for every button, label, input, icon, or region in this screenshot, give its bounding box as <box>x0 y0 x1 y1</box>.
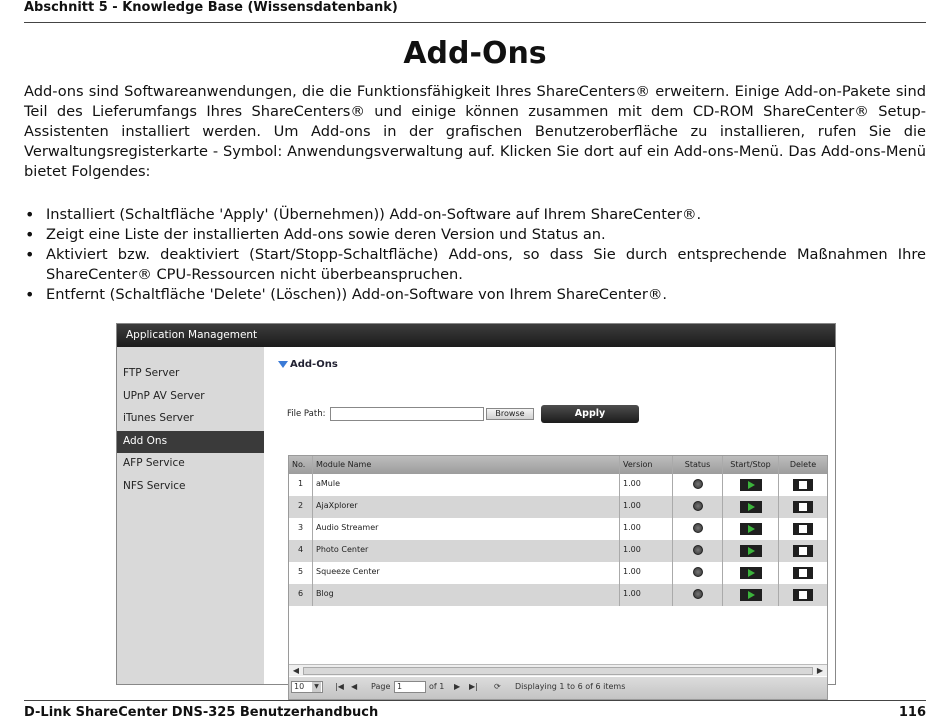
delete-button[interactable] <box>793 523 813 535</box>
status-gear-icon <box>693 589 703 599</box>
sidebar <box>117 347 264 684</box>
list-item: • Aktiviert bzw. deaktiviert (Start/Stopp-Schaltfläche) Add-ons, so dass Sie durch entsprechende Maßnahmen Ihre ShareCenter® CPU-Ressourcen nicht überbeanspruchen. <box>25 245 926 283</box>
chevron-down-icon: ▼ <box>312 682 321 692</box>
column-version[interactable]: Version <box>620 456 673 474</box>
table-row[interactable]: 1 aMule 1.00 <box>289 474 827 496</box>
table-header <box>289 456 827 474</box>
intro-paragraph: Add-ons sind Softwareanwendungen, die die Funktionsfähigkeit Ihres ShareCenters® erweitern. Einige Add-on-Pakete sind Teil des Lieferumfangs Ihres ShareCenters® und einige können zusammen mit dem CD-ROM ShareCenter® Setup-Assistenten installiert werden. Um Add-ons in der grafischen Benutzeroberfläche zu installieren, rufen Sie die Verwaltungsregisterkarte - Symbol: Anwendungsverwaltung auf. Klicken Sie dort auf ein Add-ons-Menü. Das Add-ons-Menü bietet Folgendes: <box>24 83 926 180</box>
header-divider <box>24 22 926 23</box>
table-row[interactable]: 3 Audio Streamer 1.00 <box>289 518 827 540</box>
page-title: Add-Ons <box>403 36 547 71</box>
scroll-right-icon[interactable]: ▶ <box>816 666 824 675</box>
column-no[interactable]: No. <box>289 456 313 474</box>
start-button[interactable] <box>740 479 762 491</box>
delete-button[interactable] <box>793 567 813 579</box>
list-item: • Zeigt eine Liste der installierten Add-ons sowie deren Version und Status an. <box>25 225 606 244</box>
start-button[interactable] <box>740 567 762 579</box>
horizontal-scrollbar[interactable] <box>289 664 827 676</box>
column-start-stop[interactable]: Start/Stop <box>723 456 779 474</box>
browse-button[interactable]: Browse <box>486 408 534 420</box>
window-title: Application Management <box>117 324 835 347</box>
delete-button[interactable] <box>793 479 813 491</box>
sidebar-item-ftp-server[interactable]: FTP Server <box>123 367 180 379</box>
start-button[interactable] <box>740 589 762 601</box>
delete-button[interactable] <box>793 589 813 601</box>
table-row[interactable]: 6 Blog 1.00 <box>289 584 827 606</box>
last-page-icon[interactable]: ▶| <box>469 682 478 691</box>
window-body <box>117 347 835 691</box>
page-number: 116 <box>898 705 926 720</box>
prev-page-icon[interactable]: ◀ <box>351 682 358 691</box>
delete-button[interactable] <box>793 545 813 557</box>
bullet-icon: • <box>25 205 35 224</box>
pagination-bar <box>289 677 827 699</box>
scroll-thumb[interactable] <box>303 667 813 675</box>
application-management-window <box>116 323 836 691</box>
sidebar-item-nfs-service[interactable]: NFS Service <box>123 479 186 492</box>
list-item: • Entfernt (Schaltfläche 'Delete' (Löschen)) Add-on-Software von Ihrem ShareCenter®. <box>25 285 668 304</box>
display-count-text: Displaying 1 to 6 of 6 items <box>515 682 626 691</box>
first-page-icon[interactable]: |◀ <box>335 682 344 691</box>
page-of-label: of 1 <box>429 682 445 691</box>
section-header: Abschnitt 5 - Knowledge Base (Wissensdatenbank) <box>24 0 398 15</box>
bullet-icon: • <box>25 285 35 304</box>
page-number-input[interactable]: 1 <box>394 681 426 693</box>
status-gear-icon <box>693 567 703 577</box>
status-gear-icon <box>693 501 703 511</box>
sidebar-item-afp-service[interactable]: AFP Service <box>123 457 185 469</box>
refresh-icon[interactable]: ⟳ <box>494 682 501 691</box>
table-row[interactable]: 5 Squeeze Center 1.00 <box>289 562 827 584</box>
bullet-icon: • <box>25 245 35 264</box>
start-button[interactable] <box>740 523 762 535</box>
column-delete[interactable]: Delete <box>789 460 817 469</box>
page-label: Page <box>371 682 391 691</box>
footer-divider <box>24 700 926 701</box>
status-gear-icon <box>693 545 703 555</box>
sidebar-item-itunes-server[interactable]: iTunes Server <box>123 412 194 424</box>
start-button[interactable] <box>740 545 762 557</box>
scroll-left-icon[interactable]: ◀ <box>292 666 300 675</box>
sidebar-item-add-ons[interactable]: Add Ons <box>117 431 264 454</box>
collapse-triangle-icon <box>278 361 288 368</box>
status-gear-icon <box>693 523 703 533</box>
manual-title: D-Link ShareCenter DNS-325 Benutzerhandbuch <box>24 705 379 720</box>
section-toggle[interactable]: Add-Ons <box>278 359 338 370</box>
next-page-icon[interactable]: ▶ <box>454 682 461 691</box>
main-panel <box>264 347 835 691</box>
table-row[interactable]: 2 AjaXplorer 1.00 <box>289 496 827 518</box>
table-row[interactable]: 4 Photo Center 1.00 <box>289 540 827 562</box>
page-size-select[interactable]: 10 ▼ <box>291 681 323 693</box>
addons-table <box>288 455 828 700</box>
bullet-icon: • <box>25 225 35 244</box>
column-module-name[interactable]: Module Name <box>313 456 620 474</box>
sidebar-item-upnp-av-server[interactable]: UPnP AV Server <box>123 389 205 402</box>
column-status[interactable]: Status <box>673 456 723 474</box>
file-path-input[interactable] <box>330 407 484 421</box>
file-path-label: File Path: <box>287 409 326 419</box>
delete-button[interactable] <box>793 501 813 513</box>
status-gear-icon <box>693 479 703 489</box>
list-item: • Installiert (Schaltfläche 'Apply' (Übernehmen)) Add-on-Software auf Ihrem ShareCenter®. <box>25 205 702 224</box>
start-button[interactable] <box>740 501 762 513</box>
apply-button[interactable]: Apply <box>541 405 639 423</box>
feature-list <box>24 205 926 305</box>
